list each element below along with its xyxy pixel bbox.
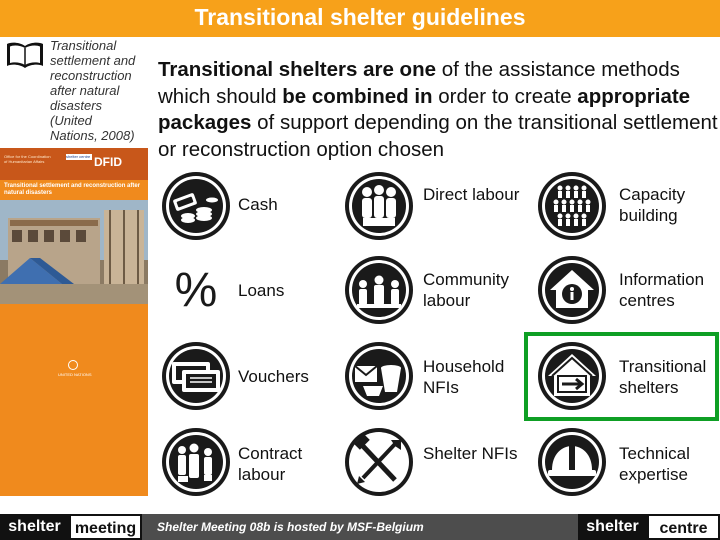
method-label: Loans <box>238 281 285 300</box>
headline-text: order to create <box>432 84 578 108</box>
logo-word: meeting <box>69 514 142 540</box>
loans-percent-icon <box>160 254 232 326</box>
headline-emphasis: appropriate packages <box>158 84 691 134</box>
technical-expertise-hardhat-icon <box>536 426 608 498</box>
community-labour-icon <box>343 254 415 326</box>
reference-line: reconstruction <box>50 68 132 83</box>
reference-text <box>50 38 150 143</box>
cover-footer: UNITED NATIONS <box>58 372 92 377</box>
cash-icon <box>160 170 232 242</box>
reference-line: disasters <box>50 98 103 113</box>
logo-word: centre <box>647 514 720 540</box>
method-label: Transitional shelters <box>619 357 707 397</box>
footer-hosted-text: Shelter Meeting 08b is hosted by MSF-Belgium <box>157 520 424 534</box>
method-label: Direct labour <box>423 185 520 204</box>
cover-dfid-logo: DFID <box>94 155 122 169</box>
cover-partner-logo: shelter centre <box>66 154 91 159</box>
headline-text: of support depending on the transitional settlement or reconstruction option chosen <box>158 111 718 161</box>
direct-labour-icon <box>343 170 415 242</box>
headline-emphasis: Transitional shelters are one <box>158 58 436 81</box>
household-nfis-icon <box>343 340 415 412</box>
method-label: Information centres <box>619 270 705 310</box>
cover-header <box>0 148 148 180</box>
headline-text: of the assistance methods which should <box>158 58 680 108</box>
capacity-building-icon <box>536 170 608 242</box>
information-centre-icon <box>536 254 608 326</box>
svg-text:%: % <box>174 264 218 317</box>
cover-title: Transitional settlement and reconstruction after natural disasters <box>4 183 141 196</box>
method-label: Capacity building <box>619 185 686 225</box>
shelter-centre-logo <box>578 514 720 540</box>
reference-line: Transitional <box>50 38 117 53</box>
shelter-meeting-logo <box>0 514 142 540</box>
book-icon <box>5 40 45 70</box>
footer <box>0 514 720 540</box>
cover-header-text: Office for the Coordination of Humanitarian Affairs <box>4 154 51 164</box>
method-label: Shelter NFIs <box>423 444 518 463</box>
method-label: Community labour <box>423 270 509 310</box>
contract-labour-icon <box>160 426 232 498</box>
logo-word: shelter <box>578 514 647 540</box>
method-label: Vouchers <box>238 367 309 386</box>
reference-line: after natural <box>50 83 120 98</box>
cover-photo <box>0 200 148 304</box>
reference-line: (United <box>50 113 92 128</box>
reference-line: Nations, 2008) <box>50 128 135 143</box>
shelter-nfis-tools-icon <box>343 426 415 498</box>
page-title: Transitional shelter guidelines <box>0 0 720 37</box>
vouchers-icon <box>160 340 232 412</box>
method-label: Household NFIs <box>423 357 505 397</box>
un-emblem-icon <box>68 360 78 370</box>
method-label: Cash <box>238 195 278 214</box>
reference-line: settlement and <box>50 53 136 68</box>
headline <box>158 57 718 163</box>
transitional-shelter-icon <box>536 340 608 412</box>
method-label: Technical expertise <box>619 444 690 484</box>
logo-word: shelter <box>0 514 69 540</box>
method-label: Contract labour <box>238 444 303 484</box>
book-cover-image <box>0 148 148 496</box>
headline-emphasis: be combined in <box>282 84 433 108</box>
